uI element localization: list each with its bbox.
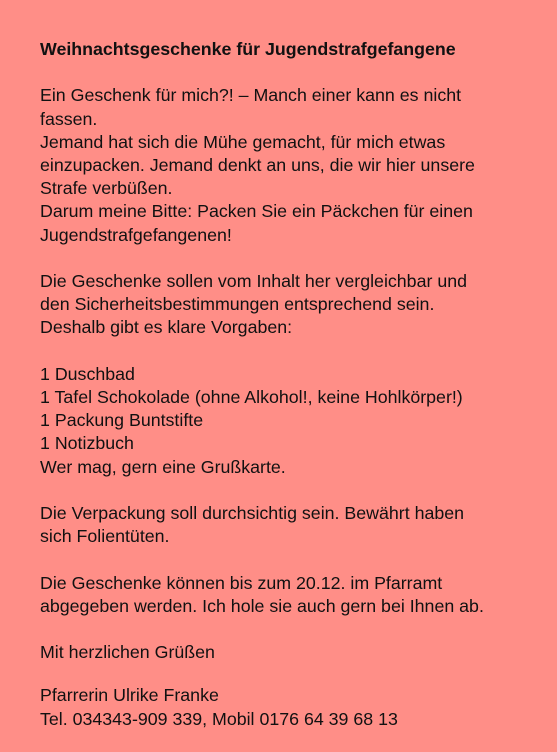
spacer	[40, 548, 539, 571]
intro-line: Jugendstrafgefangenen!	[40, 224, 232, 245]
intro-line: Jemand hat sich die Mühe gemacht, für mich etwas	[40, 131, 446, 152]
rules-line: den Sicherheitsbestimmungen entsprechend sein.	[40, 294, 435, 315]
rules-line: Die Geschenke sollen vom Inhalt her vergleichbar und	[40, 271, 467, 291]
page-title: Weihnachtsgeschenke für Jugendstrafgefangene	[40, 39, 456, 59]
spacer	[40, 247, 539, 270]
intro-line: Darum meine Bitte: Packen Sie ein Päckchen für einen	[40, 201, 473, 222]
rules-paragraph	[40, 270, 539, 340]
intro-line: Strafe verbüßen.	[40, 178, 173, 199]
spacer	[40, 664, 539, 684]
intro-line: fassen.	[40, 108, 98, 129]
packaging-line: Die Verpackung soll durchsichtig sein. Bewährt haben	[40, 503, 465, 523]
intro-line: Ein Geschenk für mich?! – Manch einer kann es nicht	[40, 85, 462, 106]
list-item: 1 Packung Buntstifte	[40, 410, 204, 431]
packaging-line: sich Folientüten.	[40, 526, 170, 547]
gift-items-list	[40, 363, 539, 479]
spacer	[40, 61, 539, 84]
delivery-paragraph	[40, 572, 539, 618]
signature-block	[40, 684, 539, 730]
packaging-paragraph	[40, 502, 539, 548]
delivery-line: Die Geschenke können bis zum 20.12. im Pfarramt	[40, 572, 443, 593]
intro-line: einzupacken. Jemand denkt an uns, die wir hier unsere	[40, 155, 475, 175]
intro-paragraph	[40, 84, 539, 246]
list-item: Wer mag, gern eine Grußkarte.	[40, 456, 286, 477]
greeting-line	[40, 641, 539, 664]
spacer	[40, 618, 539, 641]
greeting-text: Mit herzlichen Grüßen	[40, 642, 215, 663]
delivery-line: abgegeben werden. Ich hole sie auch gern bei Ihnen ab.	[40, 595, 484, 616]
signature-contact: Tel. 034343-909 339, Mobil 0176 64 39 68 13	[40, 708, 398, 729]
rules-line: Deshalb gibt es klare Vorgaben:	[40, 317, 293, 338]
list-item: 1 Tafel Schokolade (ohne Alkohol!, keine Hohlkörper!)	[40, 387, 463, 407]
list-item: 1 Duschbad	[40, 363, 135, 384]
signature-name: Pfarrerin Ulrike Franke	[40, 685, 219, 706]
spacer	[40, 340, 539, 363]
list-item: 1 Notizbuch	[40, 433, 134, 454]
spacer	[40, 479, 539, 502]
